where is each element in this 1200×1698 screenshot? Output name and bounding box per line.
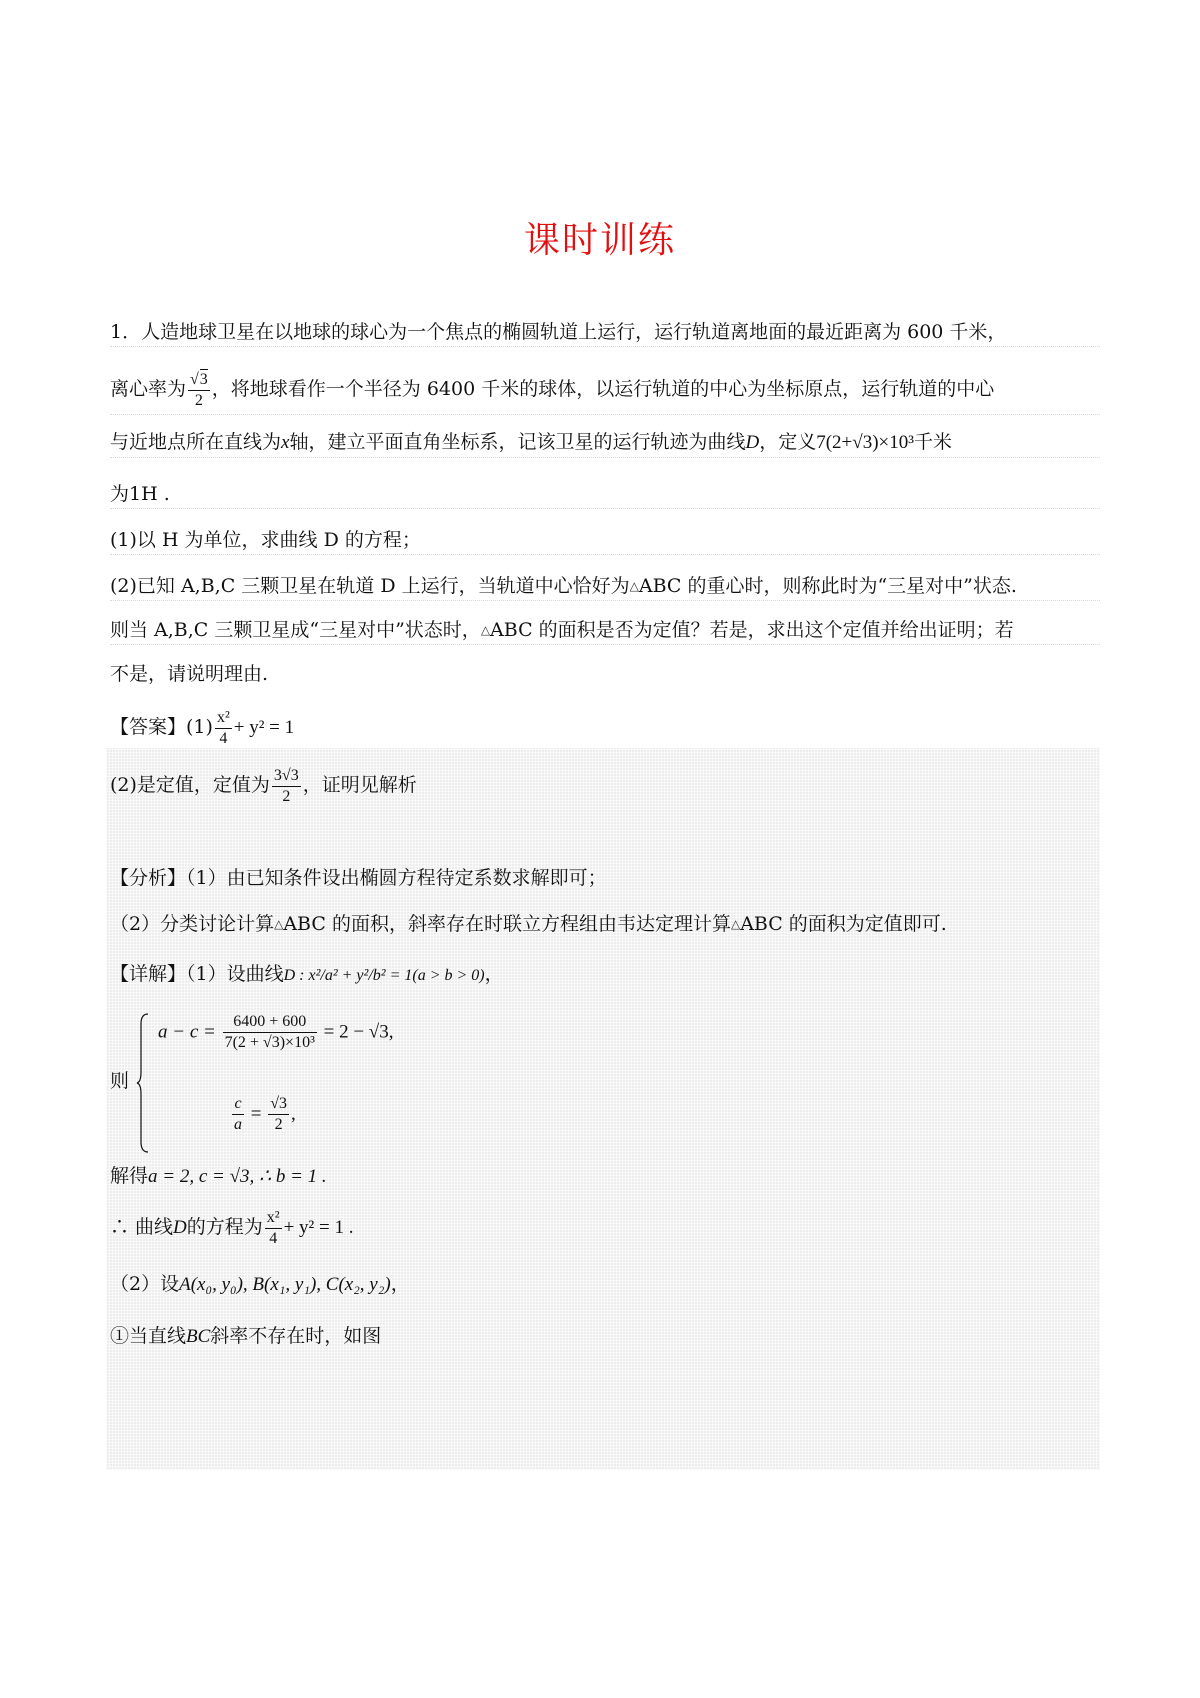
problem-text: 则当 A,B,C 三颗卫星成“三星对中”状态时， — [110, 619, 481, 641]
problem-text: ABC 的重心时，则称此时为“三星对中”状态. — [638, 575, 1017, 597]
detail-text: ①当直线 — [110, 1325, 187, 1347]
eccentricity-fraction: $\frac{√3}{2}$ — [190, 370, 208, 409]
detail-text: 则 — [110, 1070, 130, 1092]
curve-fraction: $\frac{\text{x²}}{4}$ — [266, 1208, 280, 1247]
math-definition: 7(2+√3)×10³ — [816, 432, 914, 453]
curve-equation: D : x²/a² + y²/b² = 1(a > b > 0) — [283, 967, 485, 984]
question-1 — [110, 526, 1100, 555]
detail-text: ， — [390, 1273, 410, 1295]
math-D: D — [173, 1217, 187, 1238]
problem-text: 离心率为 — [110, 378, 187, 400]
answer-fraction-1: $\frac{\text{x²}}{4}$ — [216, 708, 230, 747]
answer-label: 【答案】 — [110, 716, 187, 738]
answer-line-1 — [110, 702, 1100, 752]
answer-text: (2)是定值，定值为 — [110, 774, 270, 796]
math-x: x — [281, 432, 290, 453]
problem-text: ，定义 — [759, 431, 817, 453]
detail-case1-line — [110, 1322, 1100, 1351]
problem-text: ABC 的面积是否为定值？若是，求出这个定值并给出证明；若 — [490, 619, 1014, 641]
detail-text: （1）设曲线 — [186, 963, 284, 985]
problem-text: 轴，建立平面直角坐标系，记该卫星的运行轨迹为曲线 — [289, 431, 746, 453]
detail-text: 的方程为 — [186, 1216, 263, 1238]
analysis-text: ABC 的面积，斜率存在时联立方程组由韦达定理计算 — [283, 913, 731, 935]
page-title: 课时训练 — [523, 220, 676, 261]
problem-text: 1．人造地球卫星在以地球的球心为一个焦点的椭圆轨道上运行，运行轨道离地面的最近距离为 600 千米， — [110, 321, 1007, 343]
analysis-line-2 — [110, 910, 1100, 938]
question-2-line-3 — [110, 660, 1100, 688]
detail-part2-line — [110, 1270, 1100, 1299]
problem-line-2 — [110, 364, 1100, 415]
system-eq-2: $\frac{c}{a}$ = $\frac{√3}{2}$ , — [234, 1095, 296, 1133]
analysis-line-1 — [110, 864, 1100, 892]
problem-text: (1)以 H 为单位，求曲线 D 的方程； — [110, 529, 421, 551]
analysis-text: （2）分类讨论计算 — [110, 913, 275, 935]
detail-label: 【详解】 — [110, 963, 187, 985]
problem-line-1 — [110, 318, 1100, 347]
answer-text: (1) — [186, 716, 213, 738]
problem-line-3 — [110, 428, 1100, 458]
brace-icon — [136, 1012, 150, 1154]
problem-text: 为1H . — [110, 483, 170, 505]
equation-system — [110, 1012, 710, 1162]
answer-fraction-2: $\frac{3√3}{2}$ — [273, 766, 299, 805]
detail-text: ∴ 曲线 — [110, 1216, 174, 1238]
solve-expression: a = 2, c = √3, ∴ b = 1 . — [148, 1166, 327, 1187]
problem-text: 与近地点所在直线为 — [110, 431, 282, 453]
question-2-line-1 — [110, 572, 1100, 601]
analysis-text: ABC 的面积为定值即可. — [740, 913, 947, 935]
detail-line-1 — [110, 960, 1100, 990]
triangle-icon: △ — [480, 623, 491, 637]
answer-math: + y² = 1 — [233, 717, 295, 738]
curve-end: + y² = 1 . — [283, 1217, 354, 1238]
points-expression: A(x₀, y₀), B(x₁, y₁), C(x₂, y₂) — [179, 1274, 391, 1295]
triangle-icon: △ — [274, 917, 284, 931]
math-D: D — [745, 432, 760, 453]
problem-text: 不是，请说明理由. — [110, 663, 269, 685]
problem-text: 千米 — [913, 431, 952, 453]
problem-line-4 — [110, 480, 1100, 509]
detail-text: 解得 — [110, 1165, 149, 1187]
detail-text: （2）设 — [110, 1273, 180, 1295]
analysis-text: （1）由已知条件设出椭圆方程待定系数求解即可； — [186, 867, 607, 889]
system-eq-1: a − c = $\frac{6400 + 600}{\text{7(2 + √3)×10³}}$ = 2 − √3, — [158, 1013, 394, 1051]
question-2-line-2 — [110, 616, 1100, 645]
triangle-icon: △ — [629, 579, 639, 593]
problem-text: ，将地球看作一个半径为 6400 千米的球体，以运行轨道的中心为坐标原点，运行轨道的中心 — [211, 378, 995, 400]
answer-line-2 — [110, 760, 1100, 810]
detail-solve-line — [110, 1162, 1100, 1191]
triangle-icon: △ — [730, 917, 741, 931]
analysis-label: 【分析】 — [110, 867, 187, 889]
detail-text: ， — [484, 963, 504, 985]
detail-text: 斜率不存在时，如图 — [210, 1325, 382, 1347]
answer-text: ，证明见解析 — [302, 774, 417, 796]
detail-curve-line — [110, 1202, 1100, 1252]
problem-text: (2)已知 A,B,C 三颗卫星在轨道 D 上运行，当轨道中心恰好为 — [110, 575, 630, 597]
math-BC: BC — [186, 1326, 211, 1347]
